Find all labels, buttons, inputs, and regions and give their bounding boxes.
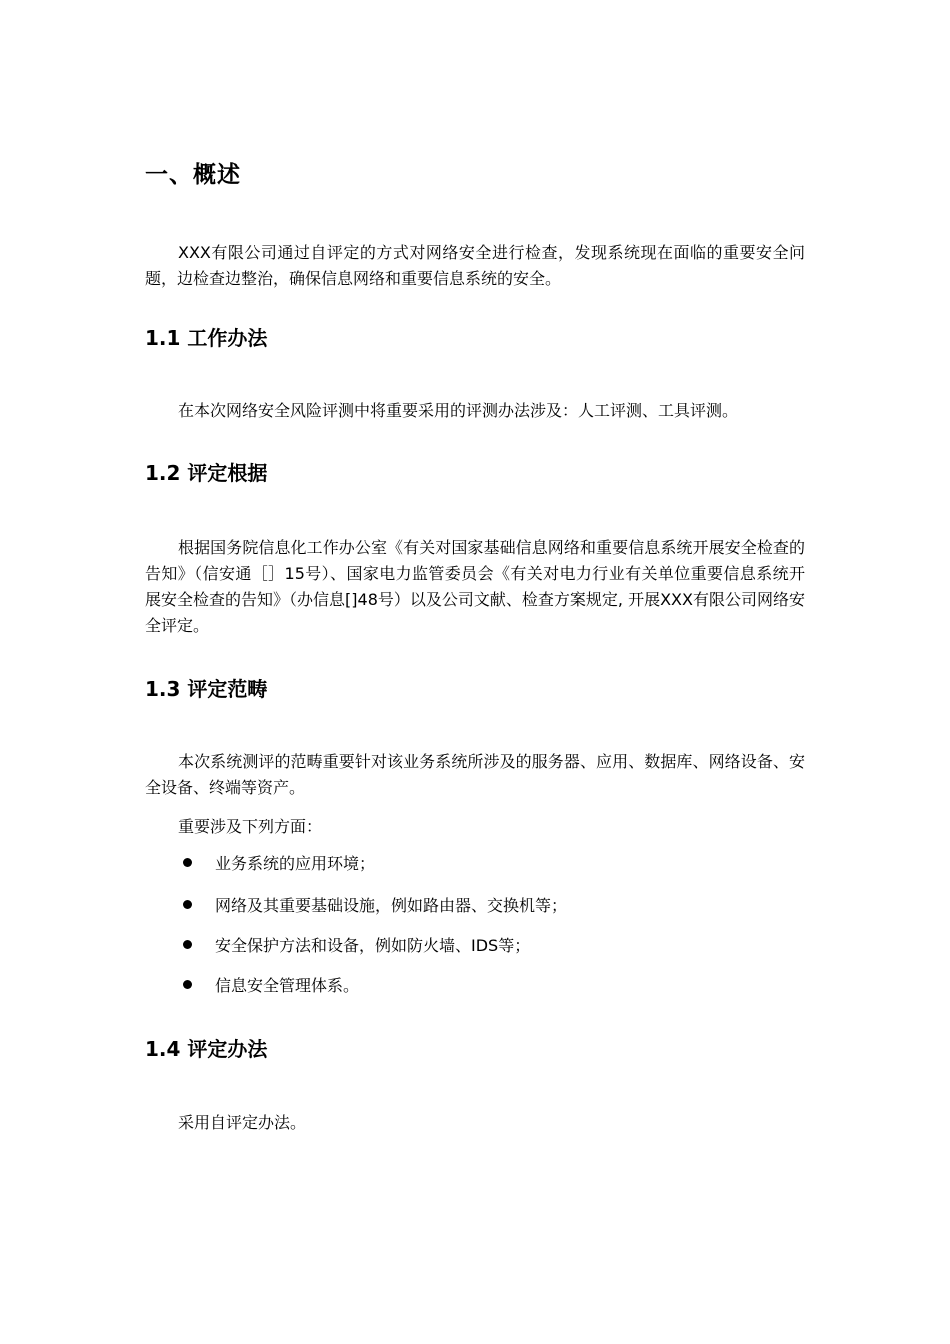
list-item-text: 网络及其重要基础设施，例如路由器、交换机等； — [215, 896, 568, 915]
section-title-overview: 一、概述 — [145, 162, 241, 188]
list-item-text: 业务系统的应用环境； — [215, 854, 376, 873]
list-item — [183, 975, 359, 997]
bullet-icon — [183, 900, 192, 909]
list-item — [183, 895, 567, 917]
bullet-icon — [183, 980, 192, 989]
section-title-1-1: 1.1 工作办法 — [145, 326, 268, 350]
bullet-icon — [183, 858, 192, 867]
section-title-1-2: 1.2 评定根据 — [145, 461, 268, 485]
bullet-icon — [183, 940, 192, 949]
list-item — [183, 935, 530, 957]
overview-paragraph: XXX有限公司通过自评定的方式对网络安全进行检查，发现系统现在面临的重要安全问题，边检查边整治，确保信息网络和重要信息系统的安全。 — [145, 243, 805, 288]
section-title-1-4: 1.4 评定办法 — [145, 1037, 268, 1061]
section-1-1-paragraph: 在本次网络安全风险评测中将重要采用的评测办法涉及：人工评测、工具评测。 — [178, 401, 739, 420]
section-1-3-intro: 重要涉及下列方面： — [178, 817, 323, 836]
list-item — [183, 853, 375, 875]
section-1-4-paragraph: 采用自评定办法。 — [178, 1113, 307, 1132]
section-1-2-paragraph: 根据国务院信息化工作办公室《有关对国家基础信息网络和重要信息系统开展安全检查的告知》（信安通［］15号）、国家电力监管委员会《有关对电力行业有关单位重要信息系统开展安全检查的告知》（办信息[]48号）以及公司文献、检查方案规定, 开展XXX有限公司网络安全评定。 — [145, 538, 805, 635]
list-item-text: 安全保护方法和设备，例如防火墙、IDS等； — [215, 936, 531, 955]
section-title-1-3: 1.3 评定范畴 — [145, 677, 268, 701]
section-1-3-paragraph: 本次系统测评的范畴重要针对该业务系统所涉及的服务器、应用、数据库、网络设备、安全设备、终端等资产。 — [145, 752, 805, 797]
list-item-text: 信息安全管理体系。 — [215, 976, 360, 995]
